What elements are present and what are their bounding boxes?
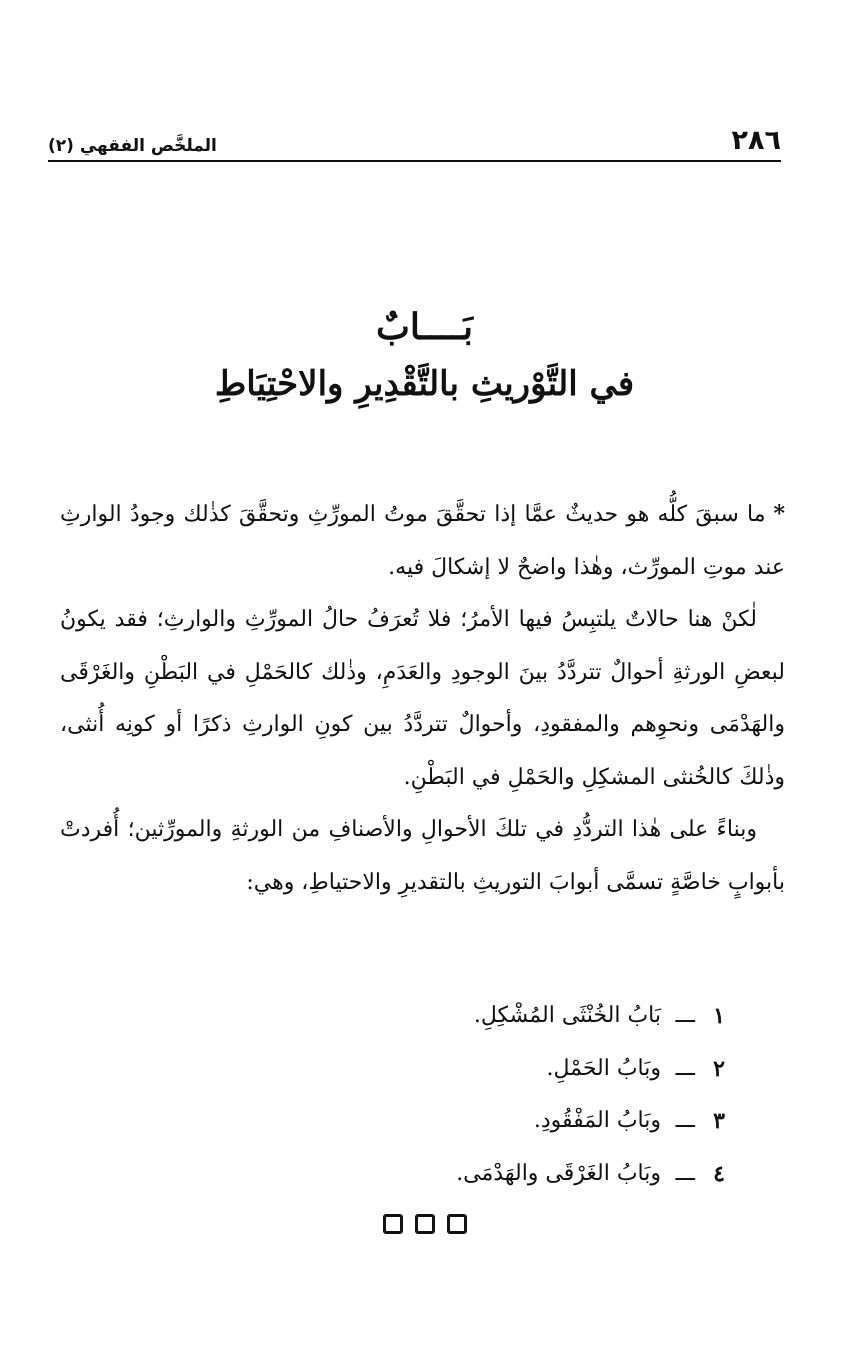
paragraph-2: لٰكنْ هنا حالاتٌ يلتبِسُ فيها الأمرُ؛ فلا تُعرَفُ حالُ المورِّثِ والوارثِ؛ فقد يكونُ لبعضِ الورثةِ أحوالٌ تتردَّدُ بينَ الوجودِ والعَدَمِ، وذٰلك كالحَمْلِ في البَطْنِ والغَرْقَى والهَدْمَى ونحوِهم والمفقودِ، وأحوالٌ تتردَّدُ بين كونِ الوارثِ ذكرًا أو كونِه أُنثى، وذٰلكَ كالخُنثى المشكِلِ والحَمْلِ في البَطْنِ. [60, 607, 785, 790]
list-item-dash: ـــ [675, 1160, 695, 1186]
square-ornament-icon [447, 1214, 467, 1234]
body-text [60, 488, 785, 909]
list-item-dash: ـــ [675, 1108, 695, 1133]
list-item [225, 1043, 725, 1096]
asterisk-marker: * [773, 501, 785, 527]
list-item-dash: ـــ [675, 1003, 695, 1028]
chapters-list [225, 990, 725, 1200]
list-item-number: ٣ [713, 1108, 725, 1134]
running-header [48, 112, 781, 162]
list-item-text: وبَابُ المَفْقُودِ. [533, 1108, 661, 1133]
list-item-text: بَابُ الخُنْثَى المُشْكِلِ. [473, 1003, 661, 1028]
chapter-label: بَــــابٌ [375, 306, 474, 348]
list-item-dash: ـــ [675, 1055, 695, 1081]
paragraph-1-text: ما سبقَ كلُّه هو حديثٌ عمَّا إذا تحقَّقَ موتُ المورِّثِ وتحقَّقَ كذٰلك وجودُ الوارثِ عند موتِ المورِّث، وهٰذا واضحٌ لا إشكالَ فيه. [60, 502, 785, 580]
list-item-text: وبَابُ الحَمْلِ. [546, 1055, 661, 1081]
list-item-text: وبَابُ الغَرْقَى والهَدْمَى. [456, 1160, 661, 1186]
chapter-title: في التَّوْريثِ بالتَّقْدِيرِ والاحْتِيَاطِ [214, 364, 635, 404]
list-item [225, 990, 725, 1043]
running-title: الملخَّص الفقهي (٢) [48, 136, 217, 156]
list-item [225, 1148, 725, 1201]
section-end-ornament [0, 1214, 849, 1234]
square-ornament-icon [415, 1214, 435, 1234]
list-item-number: ١ [713, 1003, 725, 1029]
list-item-number: ٢ [713, 1055, 725, 1082]
square-ornament-icon [383, 1214, 403, 1234]
list-item-number: ٤ [713, 1160, 725, 1187]
paragraph-1 [60, 488, 785, 594]
list-item [225, 1095, 725, 1148]
page-number: ٢٨٦ [731, 125, 781, 156]
paragraph-3: وبناءً على هٰذا التردُّدِ في تلكَ الأحوالِ والأصنافِ من الورثةِ والمورِّثين؛ أُفردتْ بأبوابٍ خاصَّةٍ تسمَّى أبوابَ التوريثِ بالتقديرِ والاحتياطِ، وهي: [60, 817, 785, 895]
